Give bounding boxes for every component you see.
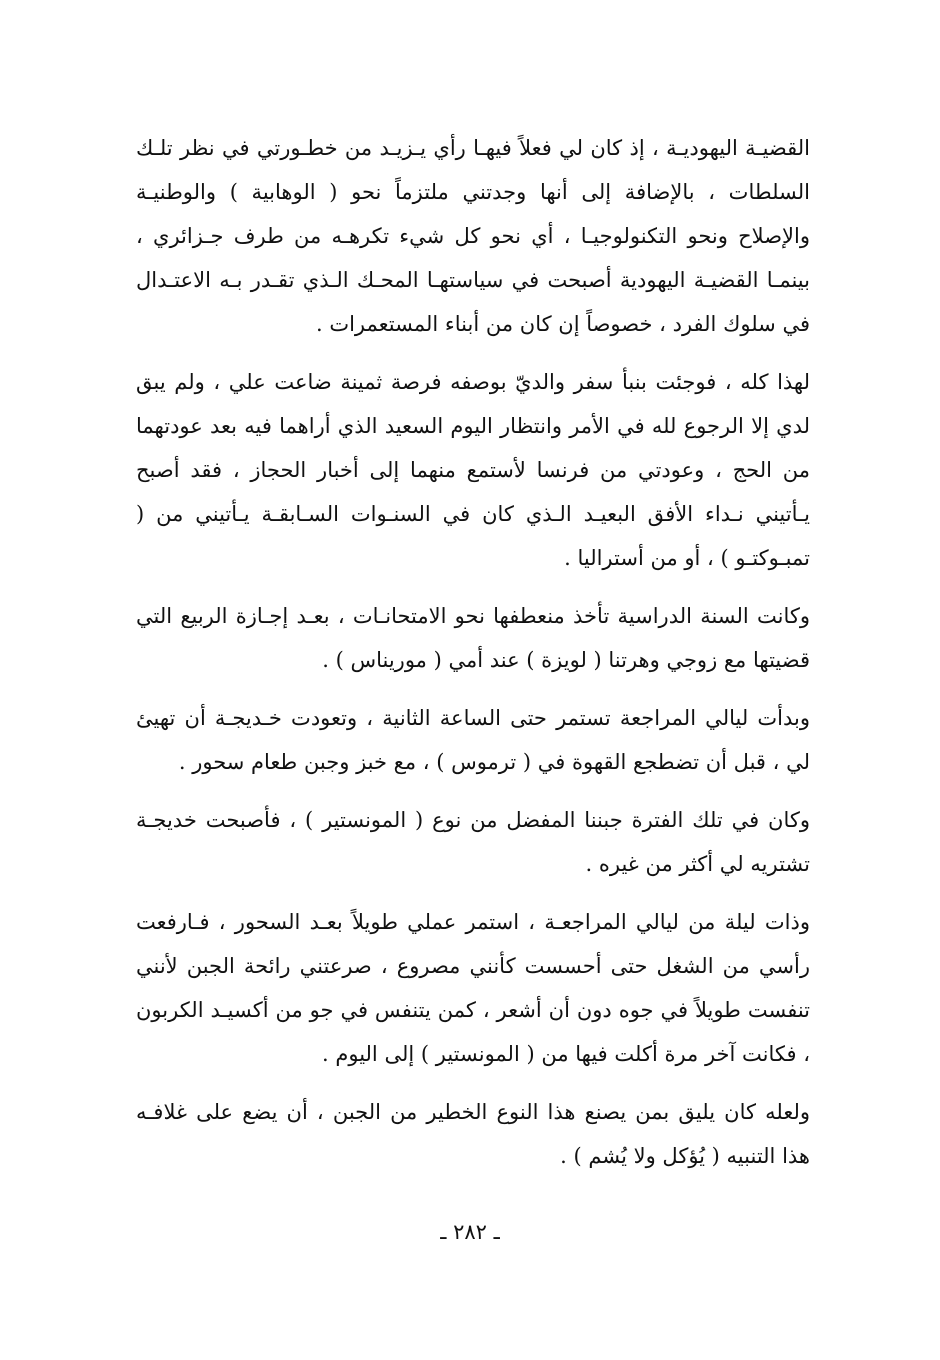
paragraph-5: وكان في تلك الفترة جبننا المفضل من نوع ( المونستير ) ، فأصبحت خديجـة تشتريه لي أكثر من غيره . — [136, 808, 810, 876]
paragraph-6: وذات ليلة من ليالي المراجعـة ، استمر عملي طويلاً بعـد السحور ، فـارفعت رأسي من الشغل حتى أحسست كأنني مصروع ، صرعتني رائحة الجبن لأنني تنفست طويلاً في جوه دون أن أشعر ، كمن يتنفس في جو من أكسيـد الكربون ، فكانت آخر مرة أكلت فيها من ( المونستير ) إلى اليوم . — [136, 910, 810, 1066]
paragraph-4: وبدأت ليالي المراجعة تستمر حتى الساعة الثانية ، وتعودت خـديجـة أن تهيئ لي ، قبل أن تضطجع القهوة في ( ترموس ) ، مع خبز وجبن طعام سحور . — [136, 706, 810, 774]
paragraph-1: القضيـة اليهوديـة ، إذ كان لي فعلاً فيهـا رأي يـزيـد من خطـورتي في نظر تلـك السلطات ، بالإضافة إلى أنها وجدتني ملتزماً نحو ( الوهابية ) والوطنيـة والإصلاح ونحو التكنولوجيـا ، أي نحو كل شيء تكرهـه من طرف جـزائري ، بينمـا القضيـة اليهودية أصبحت في سياستهـا المحـك الـذي تقـدر بـه الاعتـدال في سلوك الفرد ، خصوصاً إن كان من أبناء المستعمرات . — [136, 136, 810, 336]
paragraph-3: وكانت السنة الدراسية تأخذ منعطفها نحو الامتحانـات ، بعـد إجـازة الربيع التي قضيتها مع زوجي وهرتنا ( لويزة ) عند أمي ( موريناس ) . — [136, 604, 810, 672]
page-number: ـ ٢٨٢ ـ — [440, 1220, 500, 1244]
paragraph-7: ولعله كان يليق بمن يصنع هذا النوع الخطير من الجبن ، أن يضع على غلافـه هذا التنبيه ( يُؤكل ولا يُشم ) . — [136, 1100, 810, 1168]
body-text — [136, 126, 810, 1192]
paragraph-2: لهذا كله ، فوجئت بنبأ سفر والديّ بوصفه فرصة ثمينة ضاعت علي ، ولم يبق لدي إلا الرجوع لله في الأمر وانتظار اليوم السعيد الذي أراهما فيه بعد عودتهما من الحج ، وعودتي من فرنسا لأستمع منهما إلى أخبار الحجاز ، فقد أصبح يـأتيني نـداء الأفق البعيـد الـذي كان في السنـوات السـابقـة يـأتيني من ( تمبـوكتـو ) ، أو من أستراليا . — [136, 370, 810, 570]
